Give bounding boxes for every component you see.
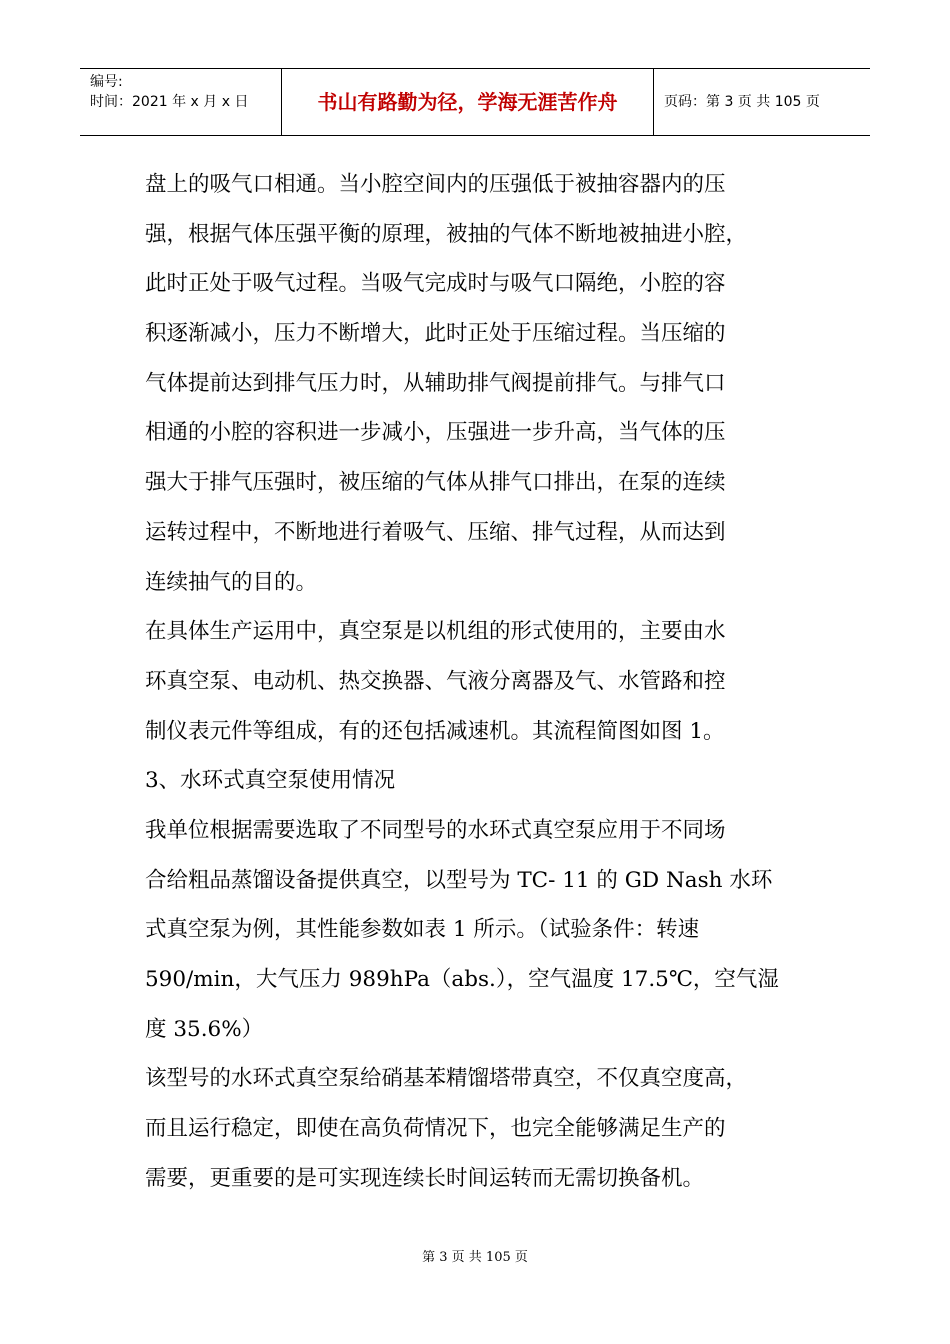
body-line: 运转过程中，不断地进行着吸气、压缩、排气过程，从而达到 bbox=[145, 519, 726, 545]
body-line: 度 35.6%） bbox=[145, 1016, 264, 1042]
document-date-label: 时间：2021 年 x 月 x 日 bbox=[90, 94, 249, 110]
header-meta-cell bbox=[80, 69, 282, 135]
body-line: 在具体生产运用中，真空泵是以机组的形式使用的，主要由水 bbox=[145, 619, 726, 645]
document-body bbox=[145, 160, 810, 1203]
body-line: 相通的小腔的容积进一步减小，压强进一步升高，当气体的压 bbox=[145, 420, 726, 446]
body-line: 强大于排气压强时，被压缩的气体从排气口排出，在泵的连续 bbox=[145, 470, 726, 496]
header-motto: 书山有路勤为径，学海无涯苦作舟 bbox=[282, 69, 654, 135]
body-line: 强，根据气体压强平衡的原理，被抽的气体不断地被抽进小腔， bbox=[145, 221, 748, 247]
body-line: 积逐渐减小，压力不断增大，此时正处于压缩过程。当压缩的 bbox=[145, 321, 726, 347]
body-line: 590/min，大气压力 989hPa（abs.），空气温度 17.5℃，空气湿 bbox=[145, 967, 779, 992]
body-line: 而且运行稳定，即使在高负荷情况下，也完全能够满足生产的 bbox=[145, 1116, 726, 1142]
body-line: 制仪表元件等组成，有的还包括减速机。其流程简图如图 1。 bbox=[145, 718, 725, 744]
header-page-info: 页码：第 3 页 共 105 页 bbox=[664, 94, 820, 110]
body-line: 盘上的吸气口相通。当小腔空间内的压强低于被抽容器内的压 bbox=[145, 172, 726, 197]
body-line: 需要，更重要的是可实现连续长时间运转而无需切换备机。 bbox=[145, 1165, 705, 1191]
body-line: 合给粗品蒸馏设备提供真空，以型号为 TC- 11 的 GD Nash 水环 bbox=[145, 867, 773, 893]
body-line: 此时正处于吸气过程。当吸气完成时与吸气口隔绝，小腔的容 bbox=[145, 271, 726, 297]
body-line: 该型号的水环式真空泵给硝基苯精馏塔带真空，不仅真空度高， bbox=[145, 1066, 748, 1092]
body-line: 环真空泵、电动机、热交换器、气液分离器及气、水管路和控 bbox=[145, 668, 726, 694]
document-number-label: 编号: bbox=[90, 74, 123, 90]
page-header bbox=[80, 68, 870, 136]
body-line: 我单位根据需要选取了不同型号的水环式真空泵应用于不同场 bbox=[145, 817, 726, 843]
page-footer: 第 3 页 共 105 页 bbox=[422, 1250, 528, 1265]
body-line: 连续抽气的目的。 bbox=[145, 569, 318, 595]
body-line: 气体提前达到排气压力时，从辅助排气阀提前排气。与排气口 bbox=[145, 370, 726, 396]
body-line: 式真空泵为例，其性能参数如表 1 所示。（试验条件：转速 bbox=[145, 917, 700, 943]
section-heading: 3、水环式真空泵使用情况 bbox=[145, 768, 396, 794]
